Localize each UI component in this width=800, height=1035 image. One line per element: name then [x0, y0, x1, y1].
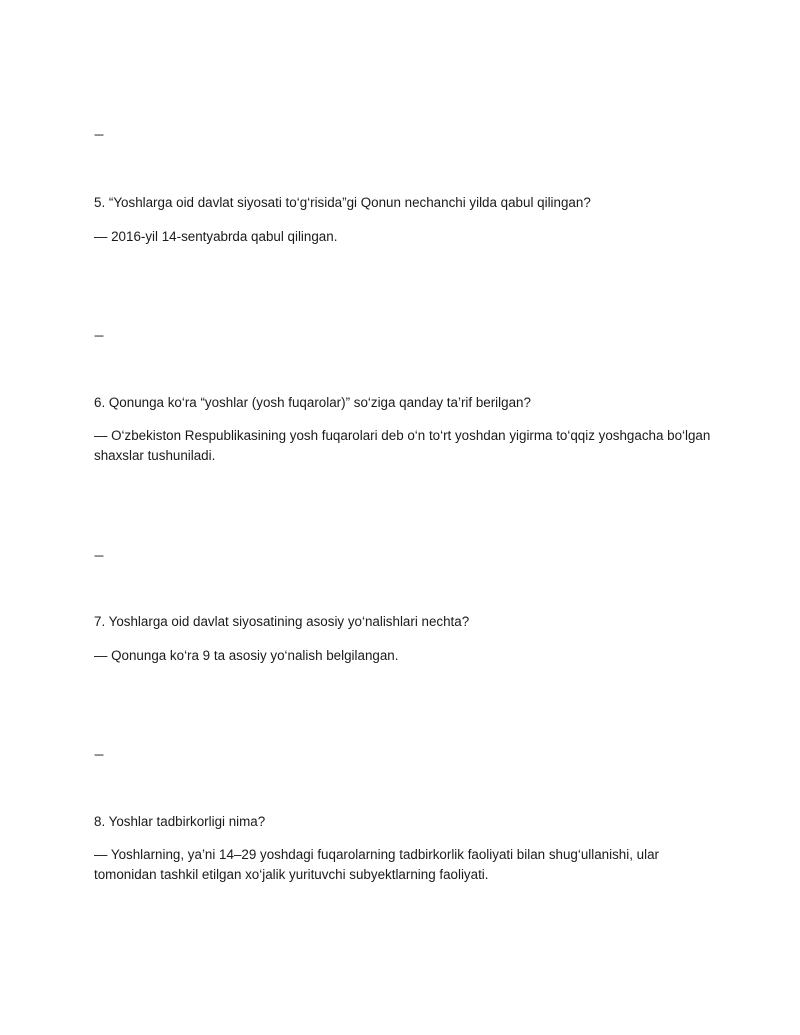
answer-7: — Qonunga ko‘ra 9 ta asosiy yo‘nalish belgilangan.: [94, 648, 399, 663]
answer-6: — O‘zbekiston Respublikasining yosh fuqarolari deb o‘n to‘rt yoshdan yigirma to‘qqiz yoshgacha bo‘lgan shaxslar tushuniladi.: [94, 428, 711, 463]
answer-5: — 2016-yil 14-sentyabrda qabul qilingan.: [94, 229, 338, 244]
separator: ---: [94, 328, 103, 342]
answer-8: — Yoshlarning, ya’ni 14–29 yoshdagi fuqarolarning tadbirkorlik faoliyati bilan shug‘ullanishi, ular tomonidan tashkil etilgan xo‘jalik yurituvchi subyektlarning faoliyati.: [94, 847, 659, 882]
question-7: 7. Yoshlarga oid davlat siyosatining asosiy yo‘nalishlari nechta?: [94, 614, 470, 629]
question-6: 6. Qonunga ko‘ra “yoshlar (yosh fuqarolar)” so‘ziga qanday ta’rif berilgan?: [94, 395, 531, 410]
separator: ---: [94, 548, 103, 562]
question-5: 5. “Yoshlarga oid davlat siyosati to‘g‘risida”gi Qonun nechanchi yilda qabul qilingan?: [94, 195, 591, 210]
separator: ---: [94, 747, 103, 761]
separator: ---: [94, 127, 103, 141]
question-8: 8. Yoshlar tadbirkorligi nima?: [94, 814, 266, 829]
